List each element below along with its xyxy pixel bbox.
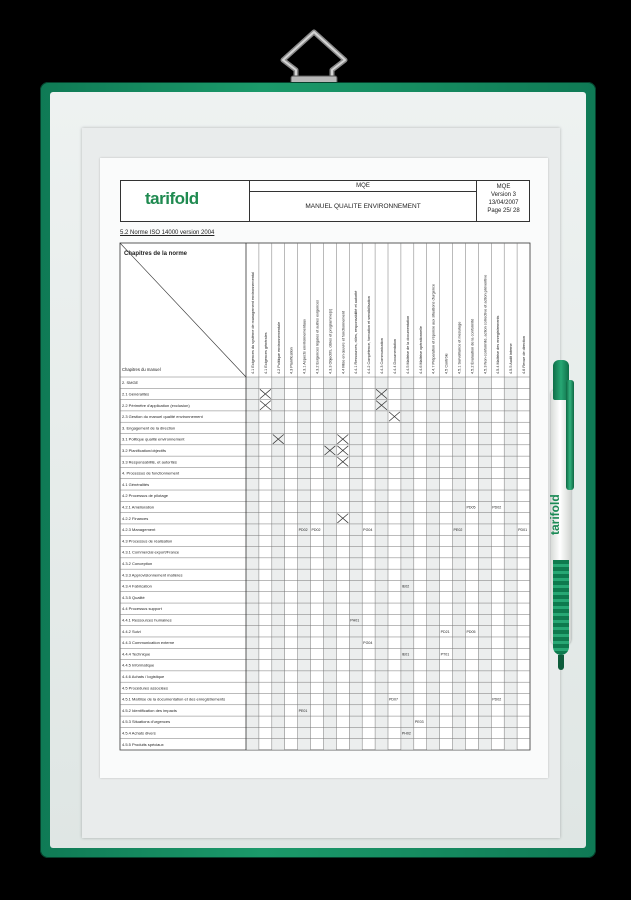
row-label: 4.4.5 Informatique xyxy=(122,662,155,668)
tarifold-pen xyxy=(546,360,576,680)
row-label: 4.2 Processus de pilotage xyxy=(122,493,169,499)
procedure-code: PD02 xyxy=(311,528,321,533)
procedure-code: PE03 xyxy=(414,720,424,725)
column-header: 4.4.7 Préparation et réponse aux situations d'urgence xyxy=(431,283,436,374)
column-shade xyxy=(401,377,414,750)
column-header: 4.5.3 Non-conformité, action corrective et action préventive xyxy=(483,274,488,374)
row-label: 4.4.2 Suivi xyxy=(122,628,141,634)
row-label: 4.2.3 Management xyxy=(122,527,156,533)
row-label: 4.5 Procédures associées xyxy=(122,685,169,691)
procedure-code: PD02 xyxy=(298,528,308,533)
column-shade xyxy=(323,377,336,750)
row-label: 2.1 Généralités xyxy=(122,391,150,397)
doc-page: Page 25/ 28 xyxy=(487,208,520,214)
column-header: 4.3.1 Aspects environnementaux xyxy=(302,318,307,374)
corner-bottom-label: Chapitres du manuel xyxy=(122,367,161,372)
procedure-code: PD05 xyxy=(466,505,476,510)
row-label: 4.3.2 Conception xyxy=(122,561,153,566)
doc-code-right: MQE xyxy=(496,184,511,190)
row-label: 4.3.5 Qualité xyxy=(122,594,145,600)
pen-tip xyxy=(558,655,564,670)
row-label: 4.4.3 Communication externe xyxy=(122,640,175,646)
column-header: 4.2 Politique environnementale xyxy=(276,321,281,374)
procedure-code: PD02 xyxy=(492,505,502,510)
row-label: 4.3 Processus de réalisation xyxy=(122,538,173,544)
column-header: 4.6 Revue de direction xyxy=(522,336,527,374)
column-header: 4.3.3 Objectifs, cibles et programme(s) xyxy=(328,308,333,374)
row-label: 3. Engagement de la direction xyxy=(122,425,176,431)
column-header: 4.3 Planification xyxy=(289,347,294,374)
row-label: 3.3 Responsabilité, et autorités xyxy=(122,459,177,465)
column-header: 4.4.6 Maîtrise opérationnelle xyxy=(418,326,423,374)
column-header: 4.5.1 Surveillance et mesurage xyxy=(457,321,462,374)
column-shade xyxy=(272,377,285,750)
column-header: 4.5 Contrôle xyxy=(444,353,449,374)
column-header: 4.4.3 Communication xyxy=(380,338,385,374)
doc-code: MQE xyxy=(250,181,476,192)
doc-title: MANUEL QUALITE ENVIRONNEMENT xyxy=(305,203,421,210)
column-shade xyxy=(453,377,466,750)
row-label: 2. SMGE xyxy=(122,380,139,386)
procedure-code: PH01 xyxy=(350,618,360,623)
procedure-code: IE01 xyxy=(401,652,410,657)
doc-date: 13/04/2007 xyxy=(488,200,519,206)
row-label: 4.4.1 Ressources humaines xyxy=(122,617,172,623)
column-header: 4.5.5 Audit interne xyxy=(509,343,514,374)
row-label: 4.4 Processus support xyxy=(122,606,162,612)
row-label: 4. Processus de fonctionnement xyxy=(122,470,180,476)
column-shade xyxy=(375,377,388,750)
procedure-code: PD02 xyxy=(492,697,502,702)
column-header: 4.1 Exigences du système de management environnemental xyxy=(250,272,255,374)
column-header: 4.4.4 Documentation xyxy=(392,338,397,374)
procedure-code: PD07 xyxy=(389,697,398,702)
corner-top-label: Chapitres de la norme xyxy=(124,251,188,257)
procedure-code: PD01 xyxy=(518,528,528,533)
norm-title: 5.2 Norme ISO 14000 version 2004 xyxy=(120,230,215,236)
pen-brand-text: tarifold xyxy=(548,494,562,536)
procedure-code: PH02 xyxy=(401,731,411,736)
row-label: 4.3.4 Fabrication xyxy=(122,583,152,589)
column-shade xyxy=(504,377,517,750)
column-shade xyxy=(478,377,491,750)
column-header: 4.4 Mise en œuvre et fonctionnement xyxy=(341,311,346,374)
column-shade xyxy=(349,377,362,750)
row-label: 3.2 Planification/objectifs xyxy=(122,447,167,453)
column-header: 4.4.1 Ressources, rôles, responsabilité et autorité xyxy=(354,290,359,374)
column-header: 4.4.2 Compétence, formation et sensibilisation xyxy=(367,296,372,374)
row-label: 4.5.5 Produits spéciaux xyxy=(122,741,164,747)
procedure-code: PD05 xyxy=(466,629,476,634)
column-header: 4.5.4 Maîtrise des enregistrements xyxy=(496,315,501,374)
row-label: 4.4.6 Achats / logistique xyxy=(122,674,165,680)
row-label: 4.1 Généralités xyxy=(122,481,150,487)
row-label: 4.5.4 Achats divers xyxy=(122,730,156,736)
procedure-code: PE02 xyxy=(453,528,463,533)
column-shade xyxy=(427,377,440,750)
row-label: 4.4.4 Technique xyxy=(122,651,151,657)
row-label: 4.3.1 Commercial export/France xyxy=(122,549,180,555)
pen-grip xyxy=(553,560,569,655)
procedure-code: PD21 xyxy=(440,629,450,634)
row-label: 4.5.2 Identification des impacts xyxy=(122,707,177,713)
row-label: 4.5.3 Situations d'urgences xyxy=(122,719,171,725)
row-label: 4.2.1 Amélioration xyxy=(122,504,155,510)
procedure-code: PG04 xyxy=(363,641,373,646)
row-label: 3.1 Politique qualité environnement xyxy=(122,436,185,442)
procedure-code: PE01 xyxy=(298,708,308,713)
procedure-code: IE02 xyxy=(401,584,410,589)
column-header: 4.3.2 Exigences légales et autres exigences xyxy=(315,299,320,374)
row-label: 2.2 Périmètre d'application (exclusion) xyxy=(122,402,190,408)
doc-version: Version 3 xyxy=(490,192,517,198)
column-header: 4.1 Exigences générales xyxy=(263,332,268,374)
row-label: 2.3 Gestion du manuel qualité environnement xyxy=(122,414,203,420)
column-header: 4.4.5 Maîtrise de la documentation xyxy=(405,315,410,374)
procedure-code: PT01 xyxy=(440,652,450,657)
column-shade xyxy=(246,377,259,750)
procedure-code: PG04 xyxy=(363,528,373,533)
row-label: 4.2.2 Finances xyxy=(122,515,149,521)
column-shade xyxy=(298,377,311,750)
row-label: 4.5.1 Maîtrise de la documentation et des enregistrements xyxy=(122,696,226,702)
tarifold-logo: tarifold xyxy=(145,189,199,208)
column-header: 4.5.2 Évaluation de la conformité xyxy=(470,318,475,374)
row-label: 4.3.3 Approvisionnement matières xyxy=(122,572,183,578)
